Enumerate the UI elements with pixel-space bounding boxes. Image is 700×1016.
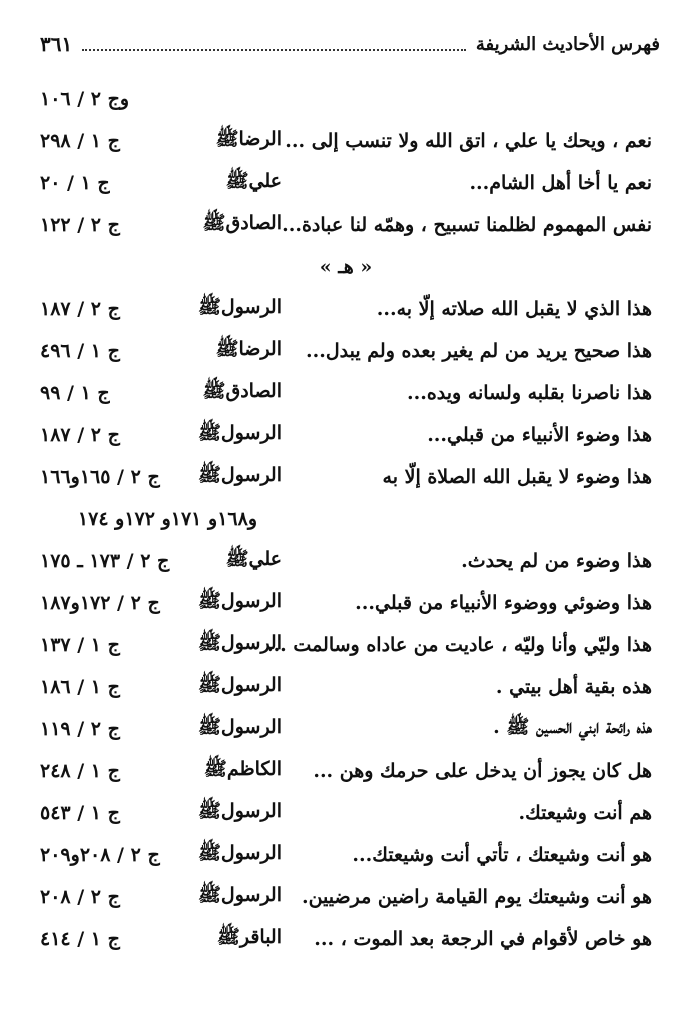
continuation-reference: و١٦٨و ١٧١و ١٧٢و ١٧٤ <box>77 508 257 530</box>
volume-page-reference: ج ٢ / ٢٠٨و٢٠٩ <box>40 844 160 866</box>
hadith-text: هذا وضوئي ووضوء الأنبياء من قبلي... <box>355 592 652 614</box>
narrator: الرضاﷺ <box>215 338 282 360</box>
hadith-text: هم أنت وشيعتك. <box>518 802 652 824</box>
page-header <box>40 24 660 64</box>
narrator: الرسولﷺ <box>197 590 282 612</box>
hadith-text: هذا وليّي وأنا وليّه ، عاديت من عاداه وسالمت ... <box>266 634 652 656</box>
index-entry <box>40 876 652 918</box>
narrator: الباقرﷺ <box>216 926 282 948</box>
index-entry <box>40 540 652 582</box>
volume-page-reference: ج ١ / ٢٠ <box>40 172 110 194</box>
leader-dots <box>82 37 466 51</box>
running-title: فهرس الأحاديث الشريفة <box>475 33 660 55</box>
hadith-text: هو أنت وشيعتك ، تأتي أنت وشيعتك... <box>352 844 652 866</box>
page-number: ٣٦١ <box>40 32 73 56</box>
volume-page-reference: ج ٢ / ١٨٧ <box>40 424 120 446</box>
hadith-text: هل كان يجوز أن يدخل على حرمك وهن ... <box>313 760 652 782</box>
index-entry <box>40 708 652 750</box>
index-entry <box>40 162 652 204</box>
volume-page-reference: ج ١ / ٢٩٨ <box>40 130 120 152</box>
index-entry <box>40 666 652 708</box>
hadith-text: نعم يا أخا أهل الشام... <box>469 172 652 194</box>
narrator: الرسولﷺ <box>197 674 282 696</box>
volume-page-reference: ج ١ / ٤٩٦ <box>40 340 120 362</box>
hadith-text: هذا صحيح يريد من لم يغير بعده ولم يبدل... <box>306 340 652 362</box>
index-entry <box>40 582 652 624</box>
volume-page-reference: ج ٢ / ١٨٧ <box>40 298 120 320</box>
hadith-text: هذا وضوء الأنبياء من قبلي... <box>427 424 652 446</box>
narrator: الرسولﷺ <box>197 800 282 822</box>
section-heading <box>40 246 652 288</box>
volume-page-reference: ج ٢ / ١٦٥و١٦٦ <box>40 466 160 488</box>
volume-page-reference: ج ١ / ٢٤٨ <box>40 760 120 782</box>
volume-page-reference: ج ١ / ٥٤٣ <box>40 802 120 824</box>
hadith-text: هذا الذي لا يقبل الله صلاته إلّا به... <box>376 298 652 320</box>
index-entry <box>40 750 652 792</box>
index-entry <box>40 372 652 414</box>
volume-page-reference: ج ١ / ٤١٤ <box>40 928 120 950</box>
index-entry <box>40 120 652 162</box>
section-letter: « هـ » <box>319 256 373 278</box>
hadith-text: هو أنت وشيعتك يوم القيامة راضين مرضيين. <box>301 886 652 908</box>
narrator: الرسولﷺ <box>197 716 282 738</box>
narrator: الرضاﷺ <box>215 128 282 150</box>
index-entry <box>40 918 652 960</box>
volume-page-reference: ج ١ / ١٨٦ <box>40 676 120 698</box>
index-entry <box>40 288 652 330</box>
continuation-reference: وج ٢ / ١٠٦ <box>40 88 130 110</box>
volume-page-reference: ج ٢ / ١١٩ <box>40 718 120 740</box>
hadith-text: هذه رائحة ابني الحسين ﷺ . <box>493 716 652 738</box>
narrator: الرسولﷺ <box>197 422 282 444</box>
volume-page-reference: ج ١ / ١٣٧ <box>40 634 120 656</box>
narrator: الكاظمﷺ <box>203 758 282 780</box>
hadith-text: نعم ، ويحك يا علي ، اتق الله ولا تنسب إلى ... <box>285 130 652 152</box>
narrator: الرسولﷺ <box>197 632 282 654</box>
narrator: عليﷺ <box>225 548 282 570</box>
index-entry <box>40 792 652 834</box>
index-entry <box>40 624 652 666</box>
narrator: الرسولﷺ <box>197 296 282 318</box>
volume-page-reference: ج ١ / ٩٩ <box>40 382 110 404</box>
volume-page-reference: ج ٢ / ٢٠٨ <box>40 886 120 908</box>
index-entry-continuation <box>40 498 652 540</box>
index-entry <box>40 414 652 456</box>
hadith-text: هو خاص لأقوام في الرجعة بعد الموت ، ... <box>314 928 652 950</box>
hadith-index-list <box>40 78 652 960</box>
hadith-text: نفس المهموم لظلمنا تسبيح ، وهمّه لنا عبادة... <box>282 214 652 236</box>
volume-page-reference: ج ٢ / ١٧٢و١٨٧ <box>40 592 160 614</box>
index-entry <box>40 204 652 246</box>
hadith-text: هذه بقية أهل بيتي . <box>495 676 652 698</box>
narrator: الرسولﷺ <box>197 464 282 486</box>
narrator: الصادقﷺ <box>202 380 282 402</box>
index-entry <box>40 456 652 498</box>
hadith-text: هذا وضوء لا يقبل الله الصلاة إلّا به <box>382 466 652 488</box>
narrator: الصادقﷺ <box>202 212 282 234</box>
volume-page-reference: ج ٢ / ١٢٢ <box>40 214 120 236</box>
index-entry <box>40 834 652 876</box>
hadith-text: هذا وضوء من لم يحدث. <box>461 550 652 572</box>
narrator: عليﷺ <box>225 170 282 192</box>
volume-page-reference: ج ٢ / ١٧٣ ـ ١٧٥ <box>40 550 170 572</box>
hadith-text: هذا ناصرنا بقلبه ولسانه ويده... <box>406 382 652 404</box>
index-entry <box>40 330 652 372</box>
narrator: الرسولﷺ <box>197 884 282 906</box>
index-entry <box>40 78 652 120</box>
narrator: الرسولﷺ <box>197 842 282 864</box>
